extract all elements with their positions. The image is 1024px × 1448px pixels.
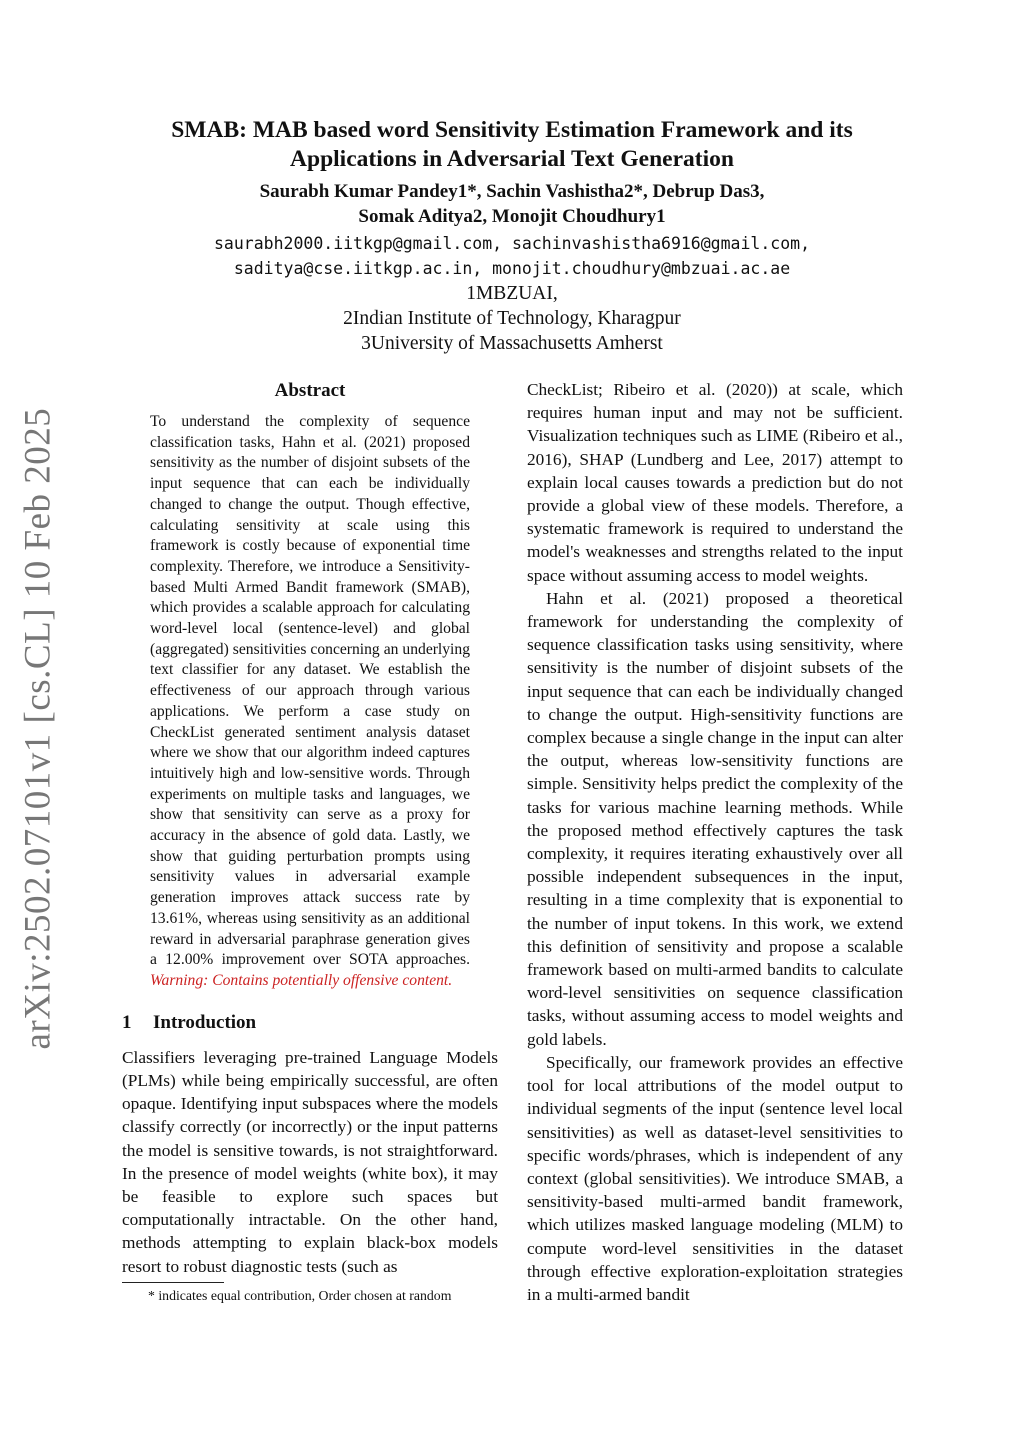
arxiv-identifier: arXiv:2502.07101v1 [cs.CL] 10 Feb 2025: [17, 407, 59, 1050]
paper-header: [100, 116, 924, 356]
author-list: [100, 179, 924, 229]
authors-line-2: Somak Aditya2, Monojit Choudhury1: [358, 206, 666, 227]
affiliation-1: 1MBZUAI,: [466, 283, 558, 304]
author-emails: [100, 231, 924, 281]
abstract-text: To understand the complexity of sequence classification tasks, Hahn et al. (2021) proposed sensitivity as the number of disjoint subsets of the input sequence that can each be individually changed to change the output. Though effective, calculating sensitivity at scale using this framework is costly because of exponential time complexity. Therefore, we introduce a Sensitivity-based Multi Armed Bandit framework (SMAB), which provides a scalable approach for calculating word-level local (sentence-level) and global (aggregated) sensitivities concerning an underlying text classifier for any dataset. We establish the effectiveness of our approach through various applications. We perform a case study on CheckList generated sentiment analysis dataset where we show that our algorithm indeed captures intuitively high and low-sensitive words. Through experiments on multiple tasks and languages, we show that sensitivity can serve as a proxy for accuracy in the absence of gold data. Lastly, we show that guiding perturbation prompts using sensitivity values in adversarial example generation improves attack success rate by 13.61%, whereas using sensitivity as an additional reward in adversarial paraphrase generation gives a 12.00% improvement over SOTA approaches.: [150, 413, 470, 969]
title-line-2: Applications in Adversarial Text Generation: [290, 146, 734, 172]
email-line-2: saditya@cse.iitkgp.ac.in, monojit.choudhury@mbzuai.ac.ae: [233, 259, 791, 278]
abstract-heading: Abstract: [274, 380, 346, 401]
intro-paragraph: Classifiers leveraging pre-trained Language Models (PLMs) while being empirically successful, are often opaque. Identifying input subspaces where the models classify correctly (or incorrectly) or the input patterns the model is sensitive towards, is not straightforward. In the presence of model weights (white box), it may be feasible to explore such spaces but computationally intractable. On the other hand, methods attempting to explain black-box models resort to robust diagnostic tests (such as: [122, 1047, 498, 1276]
footnote-rule: [122, 1282, 224, 1283]
affiliation-2: 2Indian Institute of Technology, Kharagpur: [343, 308, 681, 329]
title-line-1: SMAB: MAB based word Sensitivity Estimation Framework and its: [171, 117, 853, 143]
paragraph-hahn-sensitivity: Hahn et al. (2021) proposed a theoretical framework for understanding the complexity of sequence classification tasks using sensitivity, where sensitivity is the number of disjoint subsets of the input sequence that can each be individually changed to change the output. High-sensitivity functions are complex because a single change in the input can alter the output, whereas low-sensitivity functions are simple. Sensitivity helps predict the complexity of the tasks for various machine learning methods. While the proposed method effectively captures the task complexity, it requires iterating exhaustively over all possible independent subsequences in the input, resulting in a time complexity that is exponential to the number of input tokens. In this work, we extend this definition of sensitivity and propose a scalable framework based on multi-armed bandits to calculate word-level sensitivities on sequence classification tasks, without assuming access to model weights and gold labels.: [527, 588, 903, 1049]
authors-line-1: Saurabh Kumar Pandey1*, Sachin Vashistha2*, Debrup Das3,: [259, 181, 765, 202]
section-number: 1: [122, 1011, 132, 1033]
paper-title: [100, 116, 924, 174]
paragraph-checklist: CheckList; Ribeiro et al. (2020)) at scale, which requires human input and may not be sufficient. Visualization techniques such as LIME (Ribeiro et al., 2016), SHAP (Lundberg and Lee, 2017) attempt to explain local causes towards a prediction but do not provide a global view of these models. Therefore, a systematic framework is required to understand the model's weaknesses and strengths related to the input space without assuming access to model weights.: [527, 380, 903, 585]
email-line-1: saurabh2000.iitkgp@gmail.com, sachinvashistha6916@gmail.com,: [213, 234, 811, 253]
section-heading-introduction: [122, 1010, 498, 1036]
paragraph-smab-framework: Specifically, our framework provides an effective tool for local attributions of the model output to individual segments of the input (sentence level local sensitivities) as well as dataset-level sensitivities to specific words/phrases, which is independent of any context (global sensitivities). We introduce SMAB, a sensitivity-based multi-armed bandit framework, which utilizes masked language modeling (MLM) to compute word-level sensitivities in the dataset through effective exploration-exploitation strategies in a multi-armed bandit: [527, 1052, 903, 1304]
left-column: [122, 378, 498, 1306]
footnote: * indicates equal contribution, Order chosen at random: [148, 1287, 452, 1303]
abstract-body: [150, 412, 470, 992]
affiliation-3: 3University of Massachusetts Amherst: [361, 333, 663, 354]
content-warning: Warning: Contains potentially offensive content.: [150, 971, 453, 989]
right-column: [527, 378, 903, 1306]
section-title: Introduction: [153, 1011, 257, 1033]
